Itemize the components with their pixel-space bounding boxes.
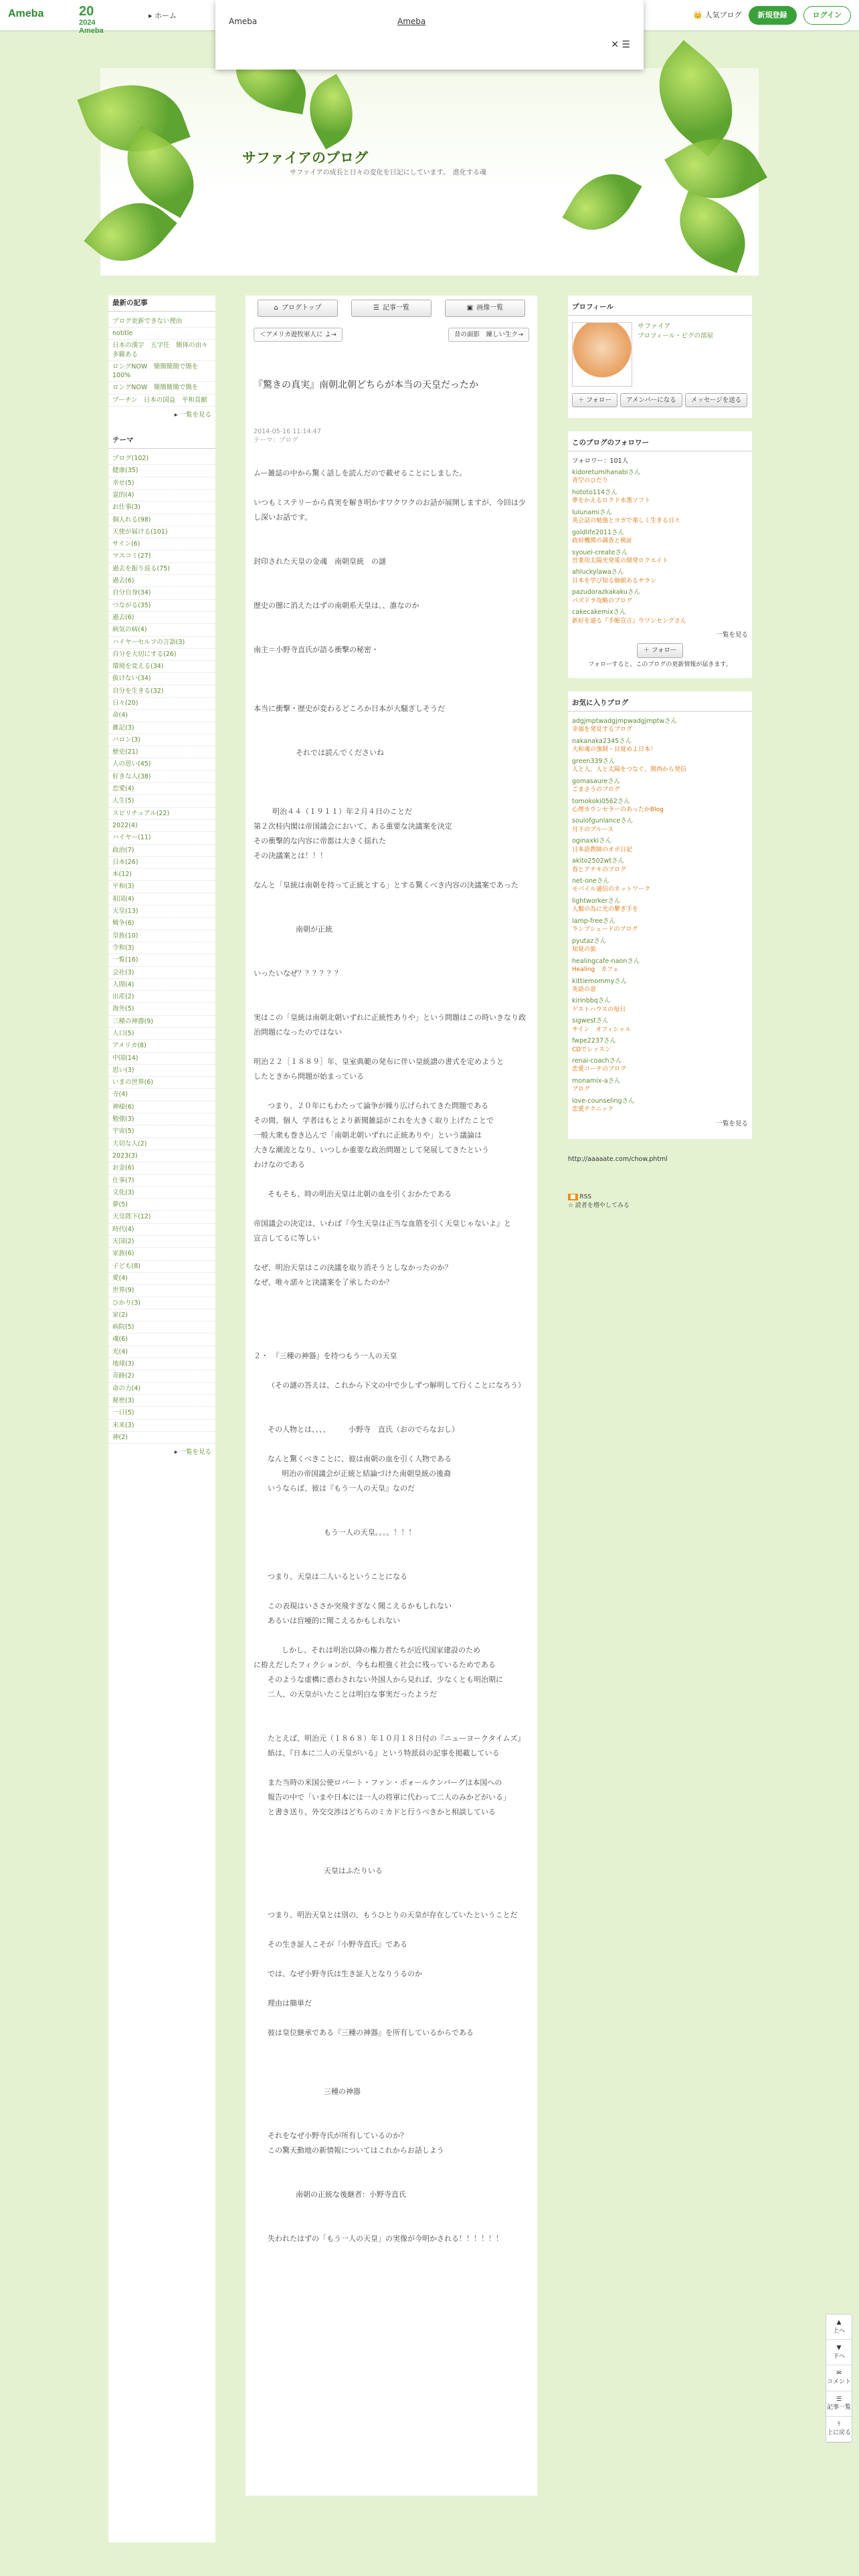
message-button[interactable]: メッセージを送る [685, 393, 747, 407]
theme-link[interactable]: バロン(3) [108, 734, 215, 746]
theme-link[interactable]: 人口(5) [108, 1028, 215, 1040]
theme-link[interactable]: 好きな人(38) [108, 771, 215, 783]
post-body: ムー雑誌の中から驚く話しを読んだので載せることにしました。 いつもミステリーから真実を解き明かすワクワクのお話が展開しますが、今回は少し深いお話です。 封印された天皇の金魂 南朝皇統 の謎 歴史の闇に消えたはずの南朝系天皇は、、誰なのか 南主＝小野寺直氏が語る衝撃の秘密・ 本当に衝撃・歴史が変わるどころか日本が大騒ぎしそうだ それでは読んでくださいね 明治４４（１９１１）年２月４日のことだ 第２次桂内閣は帝国議会において、ある重要な決議案を決定 その衝撃的な内容に帝都は大きく揺れた その決議案とは！！！ なんと「皇統は南朝を持って正統とする」とする驚くべき内容の決議案であった 南朝が正統 いったいなぜ？？？？？？ 実はこの「皇統は南朝北朝いずれに正統性ありや」という問題はこの時いきなり政治問題になったのではない 明治２２［１８８９］年、皇室典範の発布に伴い皇統譜の書式を定めようと したときから問題が始まっている つまり、２０年にもわたって論争が繰り広げられてきた問題である その間、個人 学者はもとより新聞雑誌がこれを大きく取り上げたことで 一般大衆も巻き込んで「南朝北朝いずれに正統ありや」という議論は 大きな潮流となり、いつしか重要な政治問題として発展してきたという わけなのである そもそも、時の明治天皇は北朝の血を引くおかたである 帝国議会の決定は、いわば『今生天皇は正当な血筋を引く天皇じゃないよ』と 宣言してるに等しい なぜ、明治天皇はこの決議を取り消そうとしなかったのか？ なぜ、唯々諾々と決議案を了承したのか？ ２・ 『三種の神器』を持つもう一人の天皇 （その謎の答えは、これから下文の中で少しずつ解明して行くことになろう） その人物とは、、、、 小野寺 直氏（おのでらなおし） なんと驚くべきことに、彼は南朝の血を引く人物である 明治の帝国議会が正統と結論づけた南朝皇統の後裔 いうならば、彼は『もう一人の天皇』なのだ もう一人の天皇。。。。！！！ つまり、天皇は二人いるということになる この表現はいささか突飛すぎなく聞こえるかもしれない あるいは盲唖的に聞こえるかもしれない しかし、それは明治以降の権力者たちが近代国家建設のため に拵えだしたフィクションが、今もね根強く社会に残っているためである そのような虚構に惑わされない外国人から見れば、少なくとも明治期に 二人、の天皇がいたことは明白な事実だったようだ たとえば、明治元（１８６８）年１０月１８日付の『ニューヨークタイムズ』 紙は、『日本に二人の天皇がいる』という特派員の記事を掲載している また当時の米国公使ロバート・ファン・ボォールクンバーグは本国への 報告の中で「いまや日本には一人の将軍に代わって二人のみかどがいる」 と書き送り、外交交渉はどちらのミカドと行うべきかと相談している 天皇はふたりいる つまり、明治天皇とは別の、もうひとりの天皇が存在していたということだ その生き証人こそが『小野寺直氏』である では、なぜ小野寺氏は生き証人となりうるのか 理由は簡単だ 彼は皇位継承である『三種の神器』を所有しているからである 三種の神器 それをなぜ小野寺氏が所有しているのか？ この驚天動地の新情報についてはこれからお話しよう 南朝の正統な後継者：小野寺直氏 失われたはずの「もう一人の天皇」の実像が今明かされる！！！！！！ [254, 469, 526, 2244]
follower-item-title[interactable]: 英会話の勉強とヨガで楽しく生きる日々 [572, 518, 681, 525]
favorite-blog-item-name[interactable]: oginaxkiさん [572, 837, 612, 845]
favorite-blog-item-name[interactable]: net-oneさん [572, 877, 609, 885]
theme-link[interactable]: ひかり(3) [108, 1297, 215, 1309]
theme-heading: テーマ [108, 433, 215, 449]
theme-link[interactable]: 日本(26) [108, 857, 215, 869]
favorite-blog-item-name[interactable]: sigwestさん [572, 1017, 609, 1025]
follower-item-name[interactable]: cakecakemixさん [572, 609, 626, 617]
followers-more[interactable]: 一覧を見る [716, 631, 748, 639]
favorite-blog-item-name[interactable]: green339さん [572, 757, 615, 765]
favorite-blog-item-title[interactable]: モバイル通信のネットワーク [572, 886, 651, 893]
theme-link[interactable]: 自分を大切にする(26) [108, 649, 215, 661]
follower-item[interactable] [568, 487, 752, 507]
theme-link[interactable]: 自分自身(34) [108, 587, 215, 599]
favorite-blog-item-name[interactable]: lightworkerさん [572, 897, 621, 905]
favorite-blog-item-name[interactable]: renai-coachさん [572, 1057, 622, 1065]
left-sidebar [108, 296, 215, 2543]
favorite-blog-item-title[interactable]: 幸福を発見するブログ [572, 726, 633, 734]
followers-card: このブログのフォロワー フォロワー：101人 kidoretumihanabiさん 青空のひだり hototo114さん 夢をかえるロクド水墨ソフト lulunamiさん 英会話の勉強とヨガで楽しく生きる日々 goldlife2011さん 政府機関の調査と検証 syouei-createさん 営業用太陽光発電の開発ロクエイト ahluckylawaさん 日本を学び知る価値あるサラン pazudorazkakakuさん パズドラ攻略のブログ cakecakemixさん 新好を通る『手帳宣言』ウワンセングさん 一覧を見る ＋ フォロー フォローすると、このブログの更新情報が届きます。 [568, 431, 752, 678]
theme-link[interactable]: 人間(4) [108, 979, 215, 991]
favorite-blog-item-name[interactable]: tomokoki0562さん [572, 797, 630, 805]
favorite-blog-item-title[interactable]: 大和魂の強制・目覚めよ日本！ [572, 746, 657, 754]
theme-link[interactable]: 宇宙(5) [108, 1125, 215, 1138]
list-icon: ☰ [373, 304, 379, 312]
favorite-blog-item-title[interactable]: 英語の窓 [572, 986, 597, 993]
post-title[interactable]: 『驚きの真実』南朝北朝どちらが本当の天皇だったか [254, 380, 478, 391]
favorite-blog-item-title[interactable]: CDでレッスン [572, 1046, 611, 1053]
theme-link[interactable]: 令和(3) [108, 942, 215, 954]
favorite-blog-item[interactable] [568, 895, 752, 916]
theme-link[interactable]: 夢(5) [108, 1199, 215, 1211]
theme-link[interactable]: 本(12) [108, 869, 215, 881]
post-meta: 2014-05-16 11:14:47 テーマ：ブログ [254, 427, 321, 445]
theme-more-link[interactable]: ▸ 一覧を見る [174, 1448, 211, 1457]
theme-link[interactable]: 魂(6) [108, 1333, 215, 1346]
theme-link[interactable]: 未来(3) [108, 1420, 215, 1432]
favorite-blog-item-title[interactable]: 心理カウンセラーのあったかBlog [572, 806, 664, 813]
favorite-blog-item-title[interactable]: 春とアチキのブログ [572, 866, 627, 873]
theme-link[interactable]: 神様(6) [108, 1101, 215, 1113]
favorite-blog-item-name[interactable]: love-counselingさん [572, 1097, 635, 1105]
theme-link[interactable]: 過去(6) [108, 612, 215, 624]
theme-link[interactable]: 一覧(16) [108, 954, 215, 966]
theme-link[interactable]: 天皇陛下(12) [108, 1211, 215, 1223]
theme-link[interactable]: 秘密(3) [108, 1395, 215, 1407]
article-list-button[interactable]: ☰ 記事一覧 [826, 2391, 852, 2417]
favorite-blog-item[interactable] [568, 916, 752, 936]
theme-link[interactable]: サイン(6) [108, 538, 215, 550]
close-icon[interactable]: ✕ ☰ [611, 39, 630, 50]
theme-link[interactable]: 命(4) [108, 710, 215, 722]
favorite-blog-item[interactable] [568, 835, 752, 855]
follower-item-name[interactable]: hototo114さん [572, 488, 618, 496]
follower-item[interactable] [568, 507, 752, 527]
image-icon: ▣ [466, 304, 474, 312]
favorite-blog-item-name[interactable]: kittiemommyさん [572, 977, 628, 985]
recent-article-link[interactable]: 日本の漢字 五字任 簡体の由々 多観ある [108, 340, 215, 361]
favorite-blog-item-title[interactable]: 恋愛コーチのブログ [572, 1066, 627, 1073]
theme-link[interactable]: 2023(3) [108, 1150, 215, 1162]
theme-link[interactable]: 過去(6) [108, 575, 215, 587]
favorites-more[interactable]: 一覧を見る [716, 1119, 748, 1128]
theme-link[interactable]: 愛(4) [108, 1273, 215, 1285]
theme-link[interactable]: 健康(35) [108, 465, 215, 477]
follower-item[interactable] [568, 547, 752, 567]
follow-button-2[interactable]: ＋ フォロー [637, 643, 682, 657]
theme-link[interactable]: 勉強(3) [108, 1113, 215, 1125]
favorite-blog-item-name[interactable]: lamp-freeさん [572, 917, 615, 925]
blog-header [100, 68, 759, 276]
follower-item[interactable] [568, 586, 752, 607]
popup-link[interactable]: Ameba [397, 17, 426, 26]
theme-link[interactable]: 三種の神器(9) [108, 1016, 215, 1028]
favorite-blog-item[interactable] [568, 736, 752, 756]
recent-heading: 最新の記事 [108, 296, 215, 312]
back-to-top-button[interactable]: ⤒ 上に戻る [826, 2417, 852, 2442]
theme-link[interactable]: 恋愛(4) [108, 783, 215, 795]
follower-item[interactable] [568, 607, 752, 627]
theme-link[interactable]: 病気の病(4) [108, 624, 215, 636]
theme-link[interactable]: アメリカ(8) [108, 1040, 215, 1052]
follower-item-title[interactable]: パズドラ攻略のブログ [572, 597, 633, 605]
comment-button[interactable]: ✉ コメント [826, 2365, 852, 2391]
rss-link[interactable]: ■ RSS ☆ 読者を増やしてみる [568, 1194, 630, 1209]
theme-link[interactable]: 皇族(10) [108, 930, 215, 942]
theme-link[interactable]: 命の力(4) [108, 1383, 215, 1395]
theme-link[interactable]: 文化(3) [108, 1187, 215, 1199]
follower-item-title[interactable]: 営業用太陽光発電の開発ロクエイト [572, 557, 668, 564]
theme-link[interactable]: ハイヤー(11) [108, 832, 215, 844]
signup-button[interactable]: 新規登録 [749, 6, 797, 24]
favorite-blog-item[interactable] [568, 1075, 752, 1095]
favorite-blog-item-title[interactable]: サイン オフィシャル [572, 1026, 632, 1033]
follower-item-title[interactable]: 政府機関の調査と検証 [572, 537, 633, 544]
scroll-up-button[interactable]: ▲ 上へ [826, 2315, 852, 2340]
recent-article-link[interactable]: ロングNOW 簡簡簡簡で簡を [108, 382, 215, 394]
favorite-blog-item[interactable] [568, 1015, 752, 1035]
theme-link[interactable]: 神(2) [108, 1432, 215, 1444]
follower-item[interactable] [568, 566, 752, 586]
follower-item[interactable] [568, 527, 752, 547]
theme-link[interactable]: つながる(35) [108, 600, 215, 612]
nav-home-link[interactable]: ▸ ホーム [149, 11, 177, 20]
theme-link[interactable]: 祖国(4) [108, 893, 215, 905]
theme-link[interactable]: 戦争(6) [108, 918, 215, 930]
theme-link[interactable]: 思い(3) [108, 1065, 215, 1077]
tab-blog-top[interactable]: ⌂ ブログトップ [258, 300, 338, 317]
theme-link[interactable]: 幸せ(5) [108, 477, 215, 490]
theme-link[interactable]: 平和(3) [108, 881, 215, 893]
favorite-blog-item-name[interactable]: kirinbbqさん [572, 997, 611, 1005]
follow-button[interactable]: ＋ フォロー [572, 393, 617, 407]
follower-item-name[interactable]: pazudorazkakakuさん [572, 588, 640, 597]
follower-item-name[interactable]: lulunamiさん [572, 508, 613, 516]
favorite-blog-item[interactable] [568, 855, 752, 875]
follower-item-title[interactable]: 夢をかえるロクド水墨ソフト [572, 498, 651, 505]
theme-link[interactable]: 光(4) [108, 1346, 215, 1358]
favorite-blog-item-name[interactable]: monamix-aさん [572, 1077, 621, 1085]
right-sidebar [568, 296, 752, 1486]
theme-link[interactable]: 一日(5) [108, 1407, 215, 1419]
theme-link[interactable]: 寺(4) [108, 1089, 215, 1101]
favorite-blog-item-title[interactable]: ランプシェードのブログ [572, 926, 638, 934]
favorite-blog-item-name[interactable]: nakanaka2345さん [572, 737, 632, 745]
favorite-blog-item[interactable] [568, 956, 752, 976]
favorite-blog-item[interactable] [568, 976, 752, 996]
follower-item-name[interactable]: syouei-createさん [572, 548, 628, 556]
theme-link[interactable]: 天皇(13) [108, 905, 215, 918]
theme-link[interactable]: 天国(2) [108, 1236, 215, 1248]
follower-item-title[interactable]: 青空のひだり [572, 477, 609, 485]
favorite-blog-item-title[interactable]: ブログ [572, 1086, 591, 1093]
favorite-blog-item-title[interactable]: 日本語教師のオポ日記 [572, 846, 633, 853]
blog-title[interactable]: サファイアのブログ [242, 150, 368, 166]
theme-link[interactable]: 人生(5) [108, 795, 215, 807]
favorites-card: お気に入りブログ adgjmptwadgjmpwadgjmptwさん 幸福を発見するブログ nakanaka2345さん 大和魂の強制・目覚めよ日本！ green339さん 人と人、人と太陽をつなぐ、関西から発信 gomasaureさん ごまさうのブログ tomokoki0562さん 心理カウンセラーのあったかBlog soulofgunlanceさん 月下のブルース oginaxkiさん 日本語教師のオポ日記 akito2502wtさん 春とアチキのブログ net-oneさん モバイル通信のネットワーク lightworkerさん 人類の為に光の繋ぎ手を lamp-freeさん ランプシェードのブログ pyutazさん 知覚の旅 healingcafe-naonさん Healing カフェ kittiemommyさん 英語の窓 kirinbbqさん ゲストハウスの毎日 sigwestさん サイン オフィシャル fwpe2237さん CDでレッスン renai-coachさん 恋愛コーチのブログ monamix-aさん ブログ love-counselingさん 恋愛テクニック 一覧を見る [568, 691, 752, 1139]
theme-link[interactable]: 世界(9) [108, 1285, 215, 1297]
anniversary-badge: 20 2024 Ameba [79, 4, 104, 35]
home-icon: ⌂ [274, 304, 278, 312]
theme-link[interactable]: お金(6) [108, 1162, 215, 1174]
favorite-blog-item[interactable] [568, 1055, 752, 1075]
theme-link[interactable]: 2022(4) [108, 820, 215, 832]
theme-link[interactable]: 会社(3) [108, 967, 215, 979]
theme-link[interactable]: いまの世界(6) [108, 1077, 215, 1089]
recent-article-link[interactable]: ロングNOW 簡簡簡簡で簡を 100% [108, 361, 215, 383]
theme-link[interactable]: 抜けない(34) [108, 673, 215, 685]
theme-link[interactable]: 自分を生きる(32) [108, 685, 215, 697]
follower-item-title[interactable]: 日本を学び知る価値あるサラン [572, 577, 657, 584]
theme-link[interactable]: 日々(20) [108, 697, 215, 710]
favorite-blog-item-title[interactable]: 知覚の旅 [572, 946, 597, 954]
blog-description: サファイアの成長と日々の変化を日記にしています。 進化する魂 [290, 169, 486, 177]
favorite-blog-item-name[interactable]: healingcafe-naonさん [572, 957, 640, 965]
theme-link[interactable]: ハイヤーセルフの言語(3) [108, 637, 215, 649]
favorite-blog-item-title[interactable]: 恋愛テクニック [572, 1106, 614, 1113]
favorite-blog-item[interactable] [568, 1035, 752, 1055]
favorite-blog-item[interactable] [568, 875, 752, 895]
favorite-blog-item[interactable] [568, 776, 752, 796]
favorite-blog-item[interactable] [568, 815, 752, 835]
avatar[interactable] [572, 322, 632, 387]
tab-article-list[interactable]: ☰ 記事一覧 [351, 300, 432, 317]
theme-link[interactable]: スピリチュアル(22) [108, 808, 215, 820]
favorite-blog-item-title[interactable]: Healing カフェ [572, 966, 619, 973]
favorite-blog-item-name[interactable]: fwpe2237さん [572, 1037, 616, 1045]
main-content [246, 296, 537, 2496]
recent-article-link[interactable]: プーチン 日本の国益 平和貢献 [108, 395, 215, 407]
favorite-blog-item-name[interactable]: gomasaureさん [572, 777, 621, 785]
favorite-blog-item-title[interactable]: 人と人、人と太陽をつなぐ、関西から発信 [572, 766, 686, 774]
ameba-logo[interactable]: Ameba [8, 8, 44, 19]
theme-link[interactable]: 仕事(7) [108, 1175, 215, 1187]
favorite-blog-item[interactable] [568, 1095, 752, 1115]
theme-link[interactable]: 雑記(3) [108, 722, 215, 734]
favorite-blog-item-name[interactable]: pyutazさん [572, 937, 607, 945]
theme-link[interactable]: 出産(2) [108, 991, 215, 1003]
favorite-blog-item[interactable] [568, 936, 752, 956]
recent-article-link[interactable]: notitle [108, 328, 215, 340]
theme-link[interactable]: 家(2) [108, 1309, 215, 1321]
theme-link[interactable]: マスコミ(27) [108, 550, 215, 562]
recent-article-link[interactable]: ブログ更新できない理由 [108, 316, 215, 328]
favorite-blog-item[interactable] [568, 995, 752, 1015]
favorite-blog-item[interactable] [568, 756, 752, 776]
theme-link[interactable]: 病院(5) [108, 1321, 215, 1333]
theme-link[interactable]: 天使が届ける(101) [108, 526, 215, 538]
favorite-blog-item-title[interactable]: ごまさうのブログ [572, 786, 621, 793]
theme-link[interactable]: お仕事(3) [108, 502, 215, 514]
follower-item-title[interactable]: 新好を通る『手帳宣言』ウワンセングさん [572, 617, 686, 625]
next-article-link[interactable]: 昔の面影 練しい生ク→ [448, 328, 529, 342]
theme-link[interactable]: 奇跡(2) [108, 1370, 215, 1382]
theme-link[interactable]: 霊的(4) [108, 490, 215, 502]
blog-url[interactable]: http://aaaaate.com/chow.phtml [568, 1156, 668, 1164]
favorite-blog-item[interactable] [568, 716, 752, 736]
favorite-blog-item-title[interactable]: 月下のブルース [572, 826, 614, 833]
login-button[interactable]: ログイン [803, 6, 851, 24]
theme-link[interactable]: 環境を変える(34) [108, 661, 215, 673]
theme-link[interactable]: 海外(5) [108, 1003, 215, 1015]
recent-more-link[interactable]: ▸ 一覧を見る [174, 411, 211, 419]
favorite-blog-item-title[interactable]: ゲストハウスの毎日 [572, 1006, 626, 1013]
rss-icon: ■ [568, 1194, 578, 1200]
favorite-blog-item-name[interactable]: adgjmptwadgjmpwadgjmptwさん [572, 717, 678, 725]
scroll-down-button[interactable]: ▼ 下へ [826, 2340, 852, 2365]
follower-item[interactable] [568, 467, 752, 487]
follower-item-name[interactable]: goldlife2011さん [572, 528, 625, 536]
theme-link[interactable]: 人の思い(45) [108, 758, 215, 770]
prev-article-link[interactable]: ＜アメリカ遊牧軍人に よ→ [254, 328, 343, 342]
favorite-blog-item-title[interactable]: 人類の為に光の繋ぎ手を [572, 906, 639, 914]
theme-link[interactable]: 中国(14) [108, 1053, 215, 1065]
theme-link[interactable]: 地球(3) [108, 1358, 215, 1370]
theme-link[interactable]: 個人れる(98) [108, 514, 215, 526]
theme-link[interactable]: 政治(7) [108, 845, 215, 857]
theme-link[interactable]: 時代(4) [108, 1224, 215, 1236]
theme-link[interactable]: ブログ(102) [108, 453, 215, 465]
profile-card: プロフィール サファイア プロフィール・ピグの部屋 ＋ フォロー アメンバーになる メッセージを送る [568, 296, 752, 418]
theme-link[interactable]: 過去を振り返る(75) [108, 563, 215, 575]
follower-item-name[interactable]: ahluckylawaさん [572, 568, 624, 576]
tab-image-list[interactable]: ▣ 画像一覧 [445, 300, 525, 317]
amember-button[interactable]: アメンバーになる [620, 393, 682, 407]
follower-item-name[interactable]: kidoretumihanabiさん [572, 468, 641, 476]
theme-link[interactable]: 歴史(21) [108, 746, 215, 758]
favorite-blog-item-name[interactable]: akito2502wtさん [572, 857, 625, 865]
favorite-blog-item[interactable] [568, 796, 752, 816]
theme-link[interactable]: 大切な人(2) [108, 1138, 215, 1150]
popular-blog-link[interactable]: 👑 人気ブログ [693, 11, 742, 20]
theme-link[interactable]: 子ども(8) [108, 1261, 215, 1273]
theme-link[interactable]: 家族(6) [108, 1248, 215, 1260]
favorite-blog-item-name[interactable]: soulofgunlanceさん [572, 817, 634, 825]
profile-name[interactable]: サファイア [638, 322, 671, 330]
floating-nav [826, 2314, 852, 2443]
ad-popup: Ameba Ameba ✕ ☰ [215, 0, 644, 70]
